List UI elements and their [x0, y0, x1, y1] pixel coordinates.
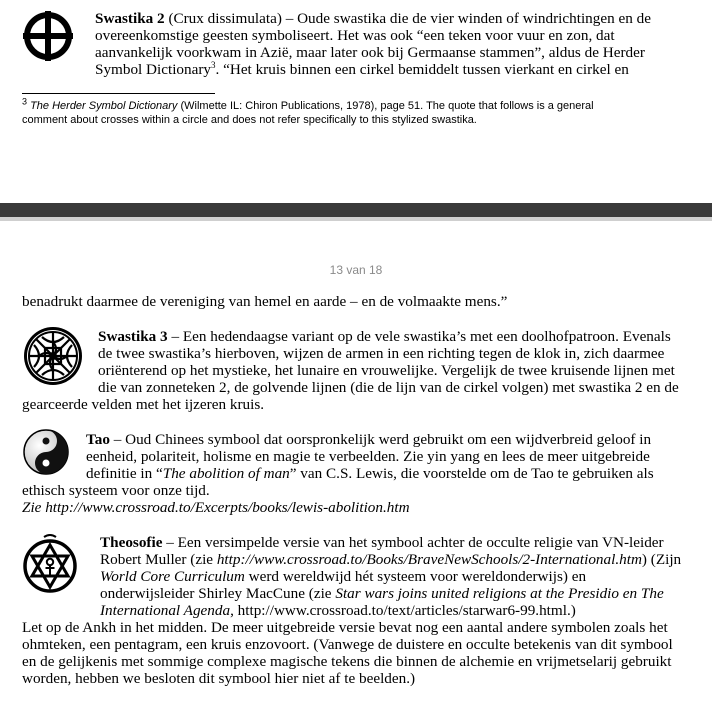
footnote-separator: [22, 93, 215, 94]
page-divider: [0, 203, 712, 217]
continuation-text: benadrukt daarmee de vereniging van hemel en aarde – en de volmaakte mens.”: [22, 293, 508, 310]
theosofie-title: Theosofie: [100, 534, 163, 551]
footnote-ref: 3: [211, 59, 216, 70]
tao-title: Tao: [86, 431, 110, 448]
starwar-link[interactable]: , http://www.crossroad.to/text/articles/starwar6-99.html.): [230, 602, 576, 619]
page-number: 13 van 18: [329, 263, 383, 277]
tao-link[interactable]: Zie http://www.crossroad.to/Excerpts/books/lewis-abolition.htm: [22, 499, 410, 516]
swastika3-title: Swastika 3: [98, 328, 168, 345]
swastika-circle-icon: [22, 9, 74, 63]
yin-yang-icon: [22, 428, 70, 476]
page-divider-shadow: [0, 217, 712, 221]
muller-link[interactable]: http://www.crossroad.to/Books/BraveNewSchools/2-International.htm: [216, 551, 642, 568]
theosophy-seal-icon: [22, 533, 78, 595]
swastika2-title: Swastika 2: [95, 10, 165, 27]
celtic-knot-icon: [22, 325, 84, 387]
